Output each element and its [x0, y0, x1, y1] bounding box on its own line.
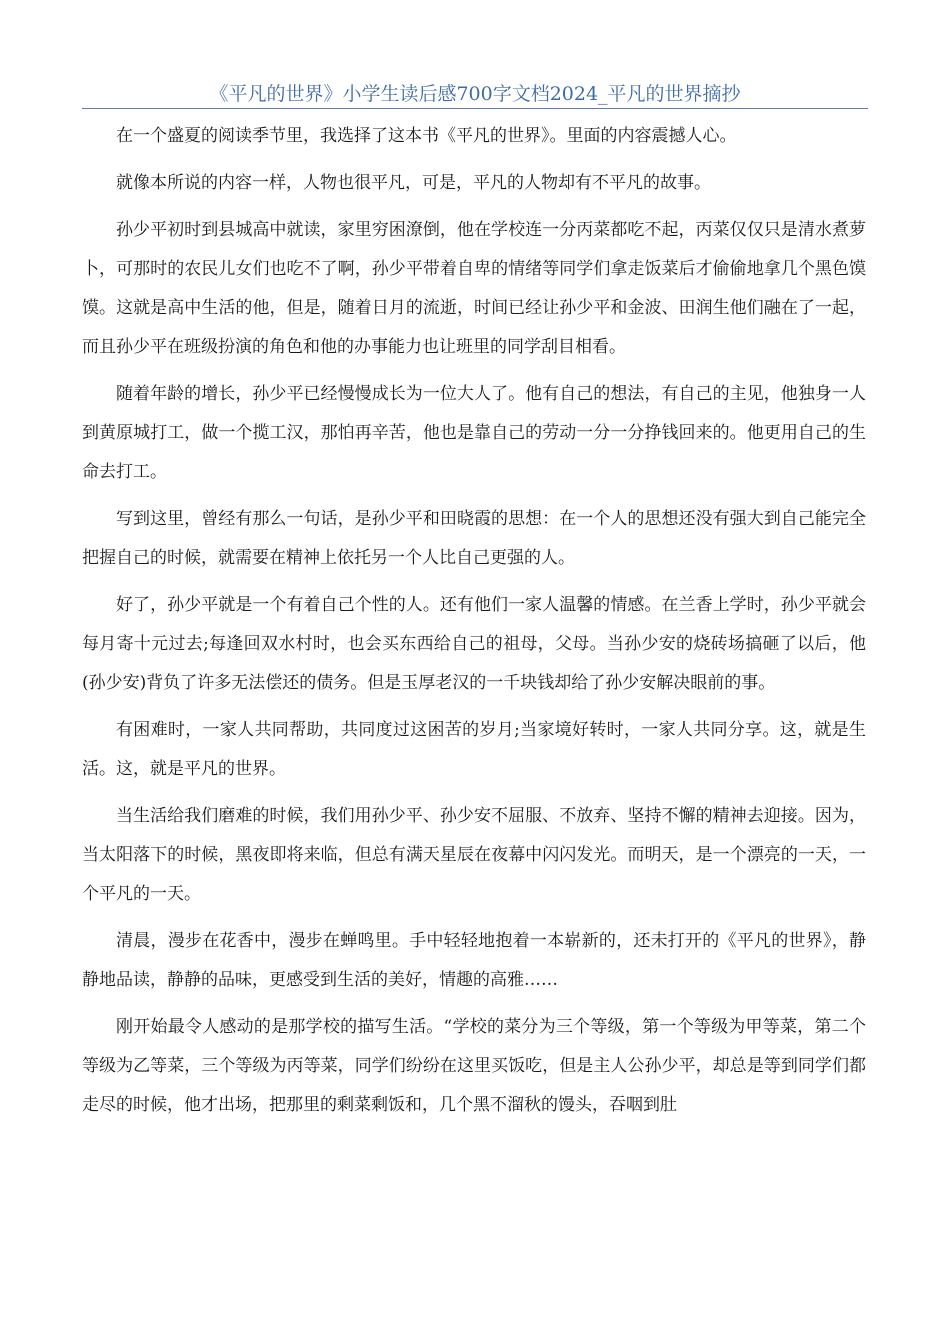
paragraph-3: 孙少平初时到县城高中就读，家里穷困潦倒，他在学校连一分丙菜都吃不起，丙菜仅仅只是清水煮萝卜，可那时的农民儿女们也吃不了啊，孙少平带着自卑的情绪等同学们拿走饭菜后才偷偷地拿几个黑色馍馍。这就是高中生活的他，但是，随着日月的流逝，时间已经让孙少平和金波、田润生他们融在了一起，而且孙少平在班级扮演的角色和他的办事能力也让班里的同学刮目相看。: [82, 220, 866, 357]
document-body: [82, 117, 866, 1133]
paragraph-10: 刚开始最令人感动的是那学校的描写生活。“学校的菜分为三个等级，第一个等级为甲等菜，第二个等级为乙等菜，三个等级为丙等菜，同学们纷纷在这里买饭吃，但是主人公孙少平，却总是等到同学们都走尽的时候，他才出场，把那里的剩菜剩饭和，几个黑不溜秋的馒头，吞咽到肚: [82, 1017, 866, 1115]
header-divider: [82, 108, 868, 109]
paragraph-4: 随着年龄的增长，孙少平已经慢慢成长为一位大人了。他有自己的想法，有自己的主见，他独身一人到黄原城打工，做一个揽工汉，那怕再辛苦，他也是靠自己的劳动一分一分挣钱回来的。他更用自己的生命去打工。: [82, 384, 866, 482]
document-header-title: 《平凡的世界》小学生读后感700字文档2024_平凡的世界摘抄: [209, 83, 741, 105]
paragraph-1: 在一个盛夏的阅读季节里，我选择了这本书《平凡的世界》。里面的内容震撼人心。: [116, 126, 737, 146]
paragraph-9: 清晨，漫步在花香中，漫步在蝉鸣里。手中轻轻地抱着一本崭新的，还未打开的《平凡的世界》，静静地品读，静静的品味，更感受到生活的美好，情趣的高雅……: [82, 931, 866, 990]
paragraph-8: 当生活给我们磨难的时候，我们用孙少平、孙少安不屈服、不放弃、坚持不懈的精神去迎接。因为，当太阳落下的时候，黑夜即将来临，但总有满天星辰在夜幕中闪闪发光。而明天，是一个漂亮的一天，一个平凡的一天。: [82, 806, 866, 904]
paragraph-7: 有困难时，一家人共同帮助，共同度过这困苦的岁月;当家境好转时，一家人共同分享。这，就是生活。这，就是平凡的世界。: [82, 720, 866, 779]
paragraph-2: 就像本所说的内容一样，人物也很平凡，可是，平凡的人物却有不平凡的故事。: [116, 173, 711, 193]
paragraph-6: 好了，孙少平就是一个有着自己个性的人。还有他们一家人温馨的情感。在兰香上学时，孙少平就会每月寄十元过去;每逢回双水村时，也会买东西给自己的祖母，父母。当孙少安的烧砖场搞砸了以后，他(孙少安)背负了许多无法偿还的债务。但是玉厚老汉的一千块钱却给了孙少安解决眼前的事。: [82, 595, 866, 693]
paragraph-5: 写到这里，曾经有那么一句话，是孙少平和田晓霞的思想：在一个人的思想还没有强大到自己能完全把握自己的时候，就需要在精神上依托另一个人比自己更强的人。: [82, 509, 866, 568]
